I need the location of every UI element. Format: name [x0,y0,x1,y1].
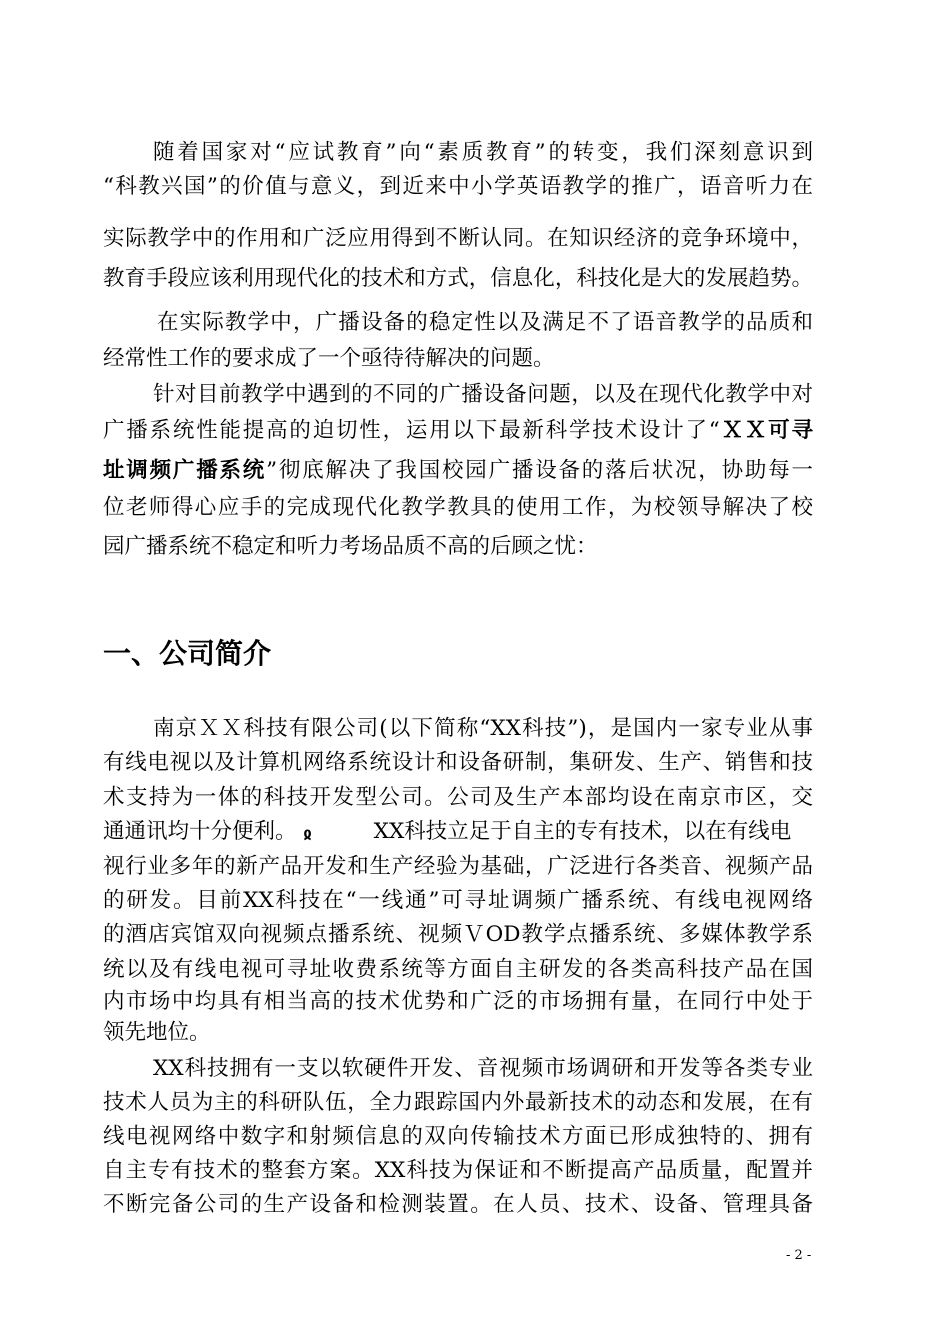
paragraph-text: ”彻底解决了我国校园广播设备的落后状况，协助每一 [266,458,813,483]
paragraph-line: 教育手段应该利用现代化的技术和方式，信息化，科技化是大的发展趋势。 [103,266,813,291]
paragraph-line: 针对目前教学中遇到的不同的广播设备问题，以及在现代化教学中对 [153,382,813,407]
paragraph-line: 的酒店宾馆双向视频点播系统、视频ＶOD教学点播系统、多媒体教学系 [103,922,813,947]
paragraph-line: 有线电视以及计算机网络系统设计和设备研制，集研发、生产、销售和技 [103,750,813,775]
stray-glyph: ჲ [303,824,312,842]
paragraph-text: 广播系统性能提高的迫切性，运用以下最新科学技术设计了“ [103,418,720,443]
paragraph-line: 实际教学中的作用和广泛应用得到不断认同。在知识经济的竞争环境中， [103,226,813,251]
paragraph-line [103,815,813,849]
paragraph-text: XX科技立足于自主的专有技术，以在有线电 [373,819,792,844]
paragraph-line: 不断完备公司的生产设备和检测装置。在人员、技术、设备、管理具备 [103,1192,813,1217]
paragraph-line: 的研发。目前XX科技在“一线通”可寻址调频广播系统、有线电视网络 [103,888,813,913]
paragraph-line: 术支持为一体的科技开发型公司。公司及生产本部均设在南京市区，交 [103,785,813,810]
paragraph-line: 位老师得心应手的完成现代化教学教具的使用工作，为校领导解决了校 [103,495,813,520]
product-name-bold: ＸＸ可寻 [719,418,813,443]
paragraph-line: 在实际教学中，广播设备的稳定性以及满足不了语音教学的品质和 [157,310,813,335]
paragraph-line: 经常性工作的要求成了一个亟待待解决的问题。 [103,346,555,371]
paragraph-line: 线电视网络中数字和射频信息的双向传输技术方面已形成独特的、拥有 [103,1124,813,1149]
paragraph-line: 领先地位。 [103,1020,211,1045]
paragraph-line: 技术人员为主的科研队伍，全力跟踪国内外最新技术的动态和发展，在有 [103,1090,813,1115]
paragraph-line: 南京ＸＸ科技有限公司(以下简称“XX科技”)，是国内一家专业从事 [153,716,813,741]
paragraph-text: 通通讯均十分便利。 [103,819,297,844]
paragraph-line: “科教兴国”的价值与意义，到近来中小学英语教学的推广，语音听力在 [103,174,813,199]
paragraph-line: 视行业多年的新产品开发和生产经验为基础，广泛进行各类音、视频产品 [103,854,813,879]
paragraph-line: 内市场中均具有相当高的技术优势和广泛的市场拥有量，在同行中处于 [103,989,813,1014]
paragraph-line: 随着国家对“应试教育”向“素质教育”的转变，我们深刻意识到 [153,140,813,165]
product-name-bold: 址调频广播系统 [103,458,267,483]
paragraph-line: 统以及有线电视可寻址收费系统等方面自主研发的各类高科技产品在国 [103,957,813,982]
paragraph-line: 园广播系统不稳定和听力考场品质不高的后顾之忧： [103,534,598,559]
paragraph-line: XX科技拥有一支以软硬件开发、音视频市场调研和开发等各类专业 [153,1056,813,1081]
paragraph-line [103,414,813,448]
paragraph-line: 自主专有技术的整套方案。XX科技为保证和不断提高产品质量，配置并 [103,1158,813,1183]
paragraph-line [103,454,813,488]
page-number: - 2 - [786,1248,812,1263]
section-heading: 一、公司简介 [103,637,272,670]
